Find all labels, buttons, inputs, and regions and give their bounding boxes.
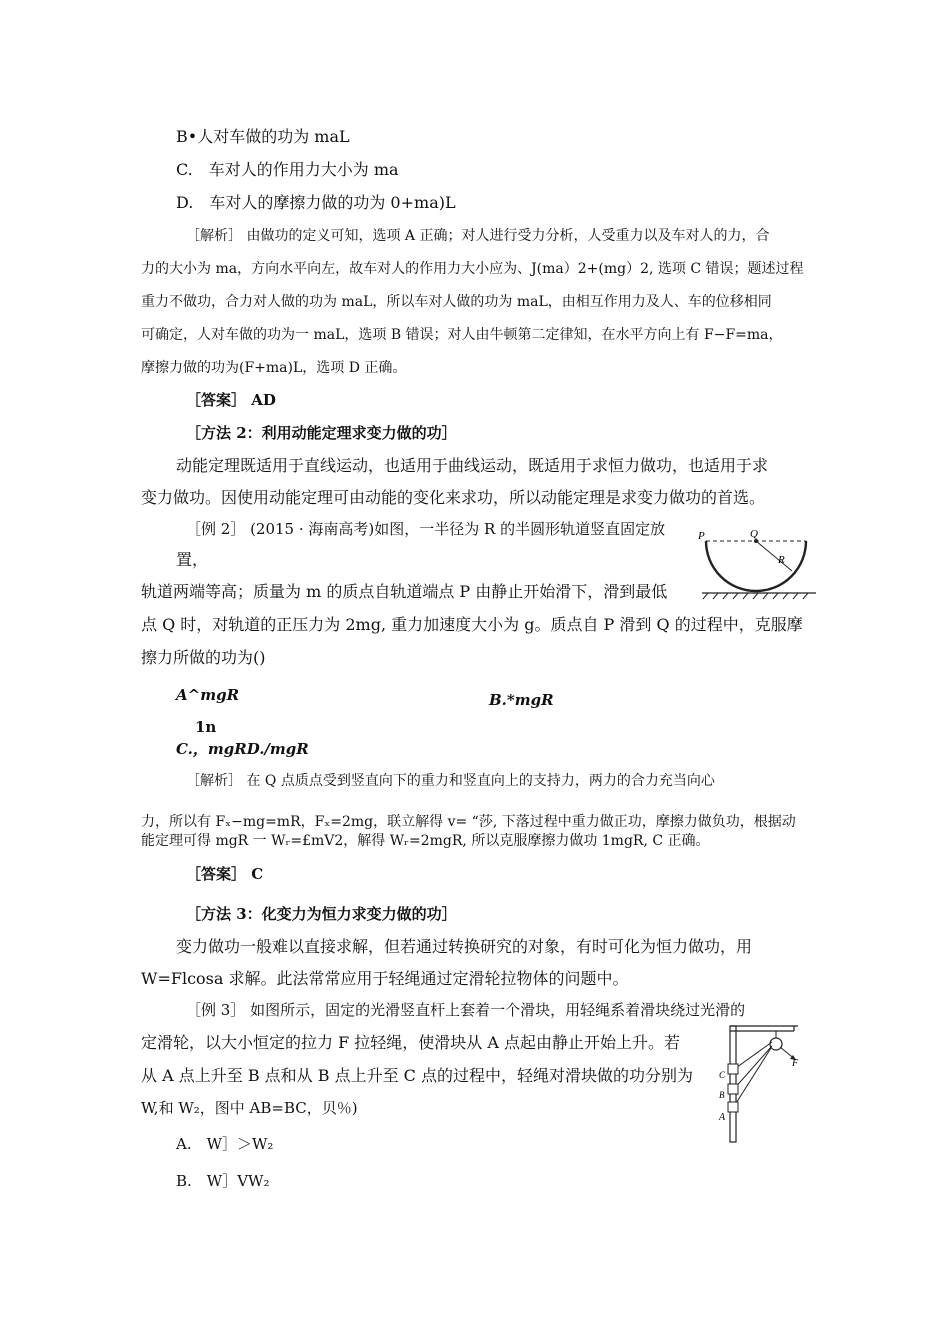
analysis-line: 重力不做功，合力对人做的功为 maL，所以车对人做的功为 maL，由相互作用力及人、车的位移相同 xyxy=(141,294,772,310)
analysis-line: ［解析］ 在 Q 点质点受到竖直向下的重力和竖直向上的支持力，两力的合力充当向心 xyxy=(186,773,715,789)
option-b-line: B•人对车做的功为 maL xyxy=(176,127,350,146)
example-3-line: 从 A 点上升至 B 点和从 B 点上升至 C 点的过程中，轻绳对滑块做的功分别为 xyxy=(141,1066,694,1085)
body-text-line: 变力做功。因使用动能定理可由动能的变化来求功，所以动能定理是求变力做功的首选。 xyxy=(141,488,766,507)
body-text-line: 变力做功一般难以直接求解，但若通过转换研究的对象，有时可化为恒力做功，用 xyxy=(176,937,753,956)
option-b-line: B.*mgR xyxy=(489,691,554,709)
example-2-line: 置， xyxy=(176,550,209,569)
example-3-line: 定滑轮，以大小恒定的拉力 F 拉轻绳，使滑块从 A 点起由静止开始上升。若 xyxy=(141,1033,681,1052)
analysis-line: 力，所以有 Fₓ−mg=mR，Fₓ=2mg，联立解得 v= “莎, 下落过程中重力做正功，摩擦力做负功，根据动 xyxy=(141,814,796,830)
radius-r-label: R xyxy=(778,554,785,566)
method-heading: ［方法 2：利用动能定理求变力做的功］ xyxy=(186,424,457,442)
analysis-line: 可确定，人对车做的功为一 maL，选项 B 错误；对人由牛顿第二定律知，在水平方向上有 F−F=ma， xyxy=(141,327,783,343)
point-c-label: C xyxy=(719,1070,726,1080)
body-text-line: 动能定理既适用于直线运动，也适用于曲线运动，既适用于求恒力做功，也适用于求 xyxy=(176,456,769,475)
semicircle-track-figure xyxy=(692,527,822,607)
option-a-line: A. W］＞W₂ xyxy=(176,1135,274,1153)
point-b-label: B xyxy=(719,1090,725,1100)
option-b-line: B. W］VW₂ xyxy=(176,1172,270,1190)
example-2-line: 轨道两端等高；质量为 m 的质点自轨道端点 P 由静止开始滑下，滑到最低 xyxy=(141,582,668,601)
analysis-line: 摩擦力做的功为(F+ma)L，选项 D 正确。 xyxy=(141,360,407,376)
rod-pulley-figure xyxy=(708,1020,808,1145)
option-a-line: A^mgR xyxy=(176,686,240,704)
fraction-fragment: 1n xyxy=(195,718,217,736)
example-2-line: 擦力所做的功为() xyxy=(141,648,266,667)
method-heading: ［方法 3：化变力为恒力求变力做的功］ xyxy=(186,905,457,923)
option-cd-line: C.，mgRD./mgR xyxy=(176,740,309,758)
point-p-label: P xyxy=(698,530,705,542)
option-c-line: C. 车对人的作用力大小为 ma xyxy=(176,160,399,179)
point-a-label: A xyxy=(719,1112,726,1123)
analysis-line: 力的大小为 ma，方向水平向左，故车对人的作用力大小应为、J(ma）2+(mg）2, 选项 C 错误；题述过程 xyxy=(141,261,804,277)
point-q-label: Q xyxy=(750,528,758,540)
example-3-line: W,和 W₂，图中 AB=BC，贝％) xyxy=(141,1099,358,1117)
answer-line: ［答案］ AD xyxy=(186,391,276,409)
option-d-line: D. 车对人的摩擦力做的功为 0+ma)L xyxy=(176,193,456,212)
answer-line: ［答案］ C xyxy=(186,865,264,883)
example-3-line: ［例 3］ 如图所示，固定的光滑竖直杆上套着一个滑块，用轻绳系着滑块绕过光滑的 xyxy=(186,1001,746,1019)
example-2-line: 点 Q 时，对轨道的正压力为 2mg, 重力加速度大小为 g。质点自 P 滑到 Q 的过程中，克服摩 xyxy=(141,615,803,634)
force-f-label: F xyxy=(792,1058,799,1069)
analysis-line: ［解析］ 由做功的定义可知，选项 A 正确；对人进行受力分析，人受重力以及车对人的力，合 xyxy=(186,228,770,244)
example-2-line: ［例 2］ (2015 · 海南高考)如图，一半径为 R 的半圆形轨道竖直固定放 xyxy=(186,520,666,538)
analysis-line: 能定理可得 mgR 一 Wᵣ=£mV2，解得 Wᵣ=2mgR, 所以克服摩擦力做功 1mgR, C 正确。 xyxy=(141,833,710,849)
body-text-line: W=Flcosa 求解。此法常常应用于轻绳通过定滑轮拉物体的问题中。 xyxy=(141,969,629,988)
